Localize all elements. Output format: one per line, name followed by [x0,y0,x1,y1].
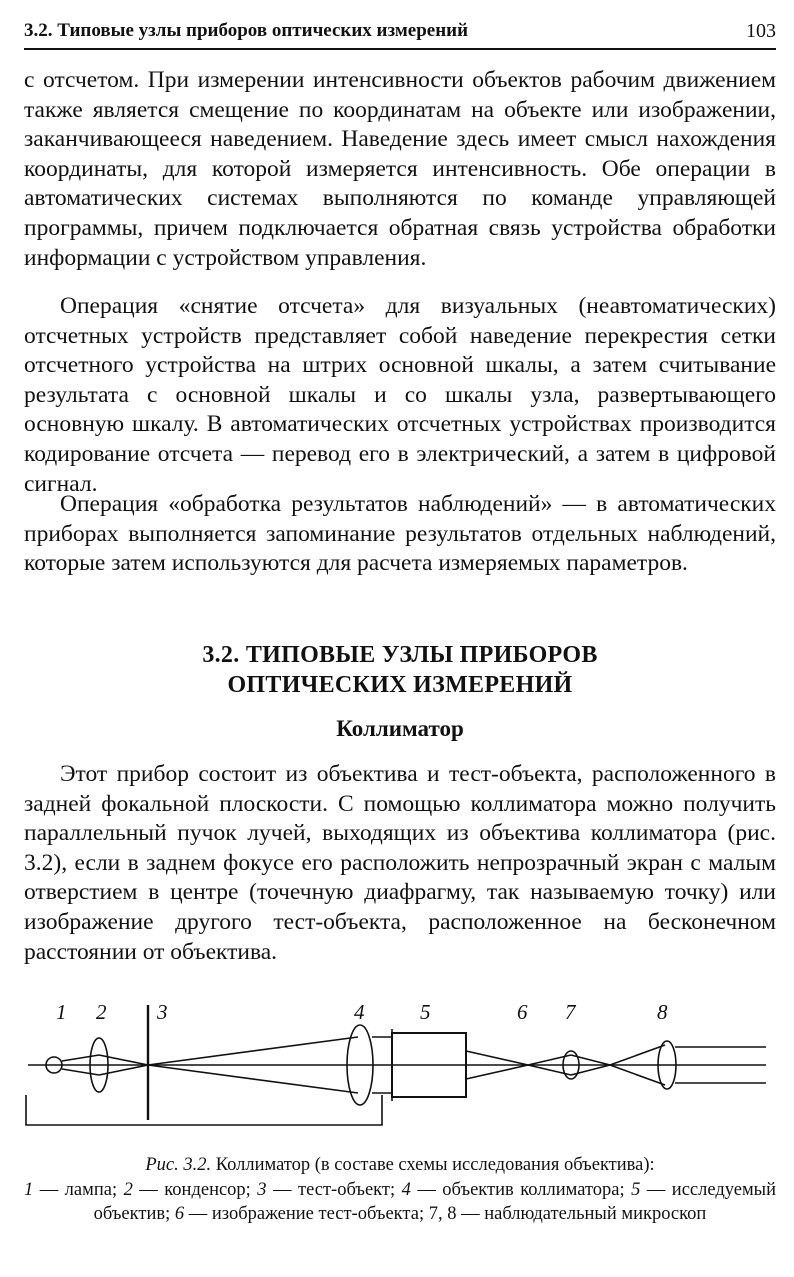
section-heading [24,640,776,700]
ray [571,1065,610,1075]
figure-label-3: 3 [157,1000,168,1024]
caption-figure-number: Рис. 3.2. [145,1155,212,1175]
caption-text: Коллиматор (в составе схемы исследования объектива): [215,1155,655,1175]
running-head: 3.2. Типовые узлы приборов оптических измерений [24,20,469,41]
ray [466,1051,528,1065]
legend-num: 3 [257,1179,267,1200]
ray [610,1065,665,1085]
legend-num: 2 [123,1179,133,1200]
legend-num: 4 [401,1179,411,1200]
ray [99,1055,148,1065]
optical-bench [26,1095,382,1125]
legend-text: — объектив коллиматора; [410,1179,632,1200]
figure-caption [24,1153,776,1227]
figure-label-1: 1 [56,1000,67,1024]
collimator-diagram [20,995,780,1145]
legend-num: 6 [174,1204,185,1224]
legend-text: — конденсор; [132,1179,258,1200]
legend-text: — изображение тест-объекта; [184,1204,429,1224]
ray [610,1045,665,1065]
legend-text: — лампа; [33,1179,124,1200]
subsection-heading: Коллиматор [336,716,464,741]
paragraph-1: с отсчетом. При измерении интенсивности объектов рабочим движением также является смещение по координатам на объекте или изображении, заканчивающееся наведением. Наведение здесь имеет смысл нахождения координаты, для которой измеряется интенсивность. Обе операции в автоматических системах выполняются по команде управляющей программы, причем подключается обратная связь устройства обработки информации с устройством управления. [24,67,776,271]
ray [62,1055,99,1061]
figure-label-5: 5 [420,1000,431,1024]
ray [148,1037,358,1065]
legend-text: — исследуемый объектив; [93,1179,776,1224]
ray [571,1055,610,1065]
figure-label-2: 2 [96,1000,107,1024]
ray [466,1065,528,1079]
legend-num: 7, 8 [428,1204,457,1224]
paragraph-3: Операция «обработка результатов наблюдений» — в автоматических приборах выполняется запоминание результатов отдельных наблюдений, которые затем используются для расчета измеряемых параметров. [24,491,776,577]
ray [99,1065,148,1075]
figure-label-8: 8 [657,1000,668,1024]
legend-text: — тест-объект; [266,1179,402,1200]
caption-title [24,1153,776,1178]
page-header [24,10,776,50]
ray [148,1065,358,1093]
figure-label-6: 6 [517,1000,528,1024]
legend-num: 1 [24,1179,34,1200]
section-heading-line-2: ОПТИЧЕСКИХ ИЗМЕРЕНИЙ [227,672,573,698]
paragraph-4: Этот прибор состоит из объектива и тест-объекта, расположенного в задней фокальной плоскости. С помощью коллиматора можно получить параллельный пучок лучей, выходящих из объектива коллиматора (рис. 3.2), если в заднем фокусе его расположить непрозрачный экран с малым отверстием в центре (точечную диафрагму, так называемую точку) или изображение другого тест-объекта, расположенное на бесконечном расстоянии от объектива. [24,761,776,965]
figure-label-4: 4 [354,1000,365,1024]
ray [62,1069,99,1075]
figure-label-7: 7 [565,1000,576,1024]
paragraph-2: Операция «снятие отсчета» для визуальных (неавтоматических) отсчетных устройств представляет собой наведение перекрестия сетки отсчетного устройства на штрих основной шкалы, а затем считывание результата с основной шкалы и со шкалы узла, развертывающего основную шкалу. В автоматических отсчетных устройствах производится кодирование отсчета — перевод его в электрический, а затем в цифровой сигнал. [24,293,776,497]
legend-text: — наблюдательный микроскоп [456,1204,707,1224]
section-heading-line-1: 3.2. ТИПОВЫЕ УЗЛЫ ПРИБОРОВ [202,642,598,668]
caption-legend [24,1178,776,1227]
legend-num: 5 [631,1179,641,1200]
page-number: 103 [746,20,776,42]
